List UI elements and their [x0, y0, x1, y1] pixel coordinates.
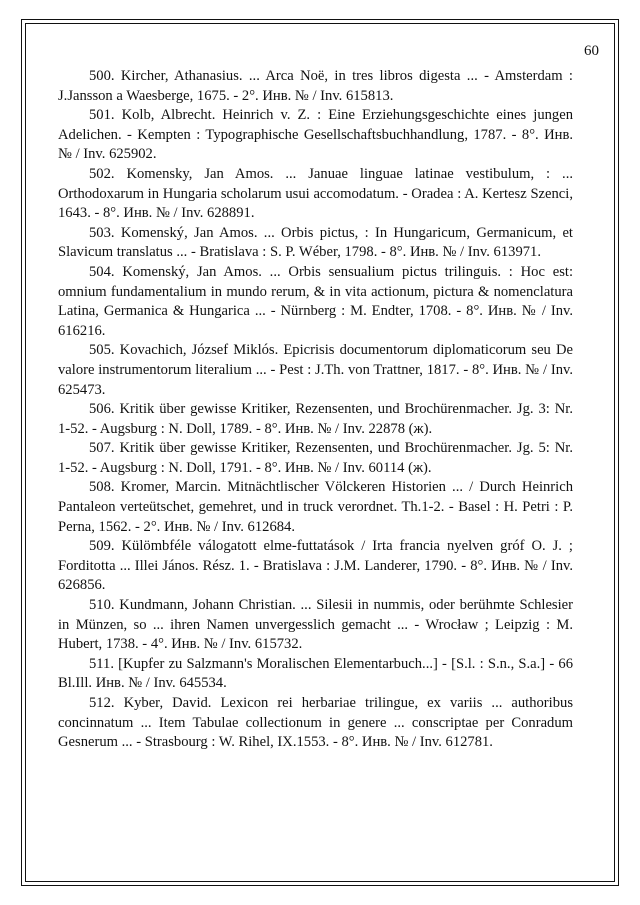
catalog-entries — [58, 67, 573, 753]
catalog-entry: 503. Komenský, Jan Amos. ... Orbis pictus, : In Hungaricum, Germanicum, et Slavicum translatus ... - Bratislava : S. P. Wéber, 1798. - 8°. Инв. № / Inv. 613971. — [58, 224, 573, 261]
page-number: 60 — [584, 43, 599, 59]
catalog-entry: 507. Kritik über gewisse Kritiker, Rezensenten, und Brochürenmacher. Jg. 5: Nr. 1-52. - Augsburg : N. Doll, 1791. - 8°. Инв. № / Inv. 60114 (ж). — [58, 440, 573, 476]
catalog-entry: 510. Kundmann, Johann Christian. ... Silesii in nummis, oder berühmte Schlesier in Münzen, so ... ihren Namen unvergesslich gemacht ... - Wrocław ; Leipzig : M. Hubert, 1738. - 4°. Инв. № / Inv. 615732. — [58, 597, 573, 653]
catalog-entry: 512. Kyber, David. Lexicon rei herbariae trilingue, ex variis ... authoribus concinnatum ... Item Tabulae collectionum in genere ... conscriptae per Conradum Gesnerum ... - Strasbourg : W. Rihel, IX.1553. - 8°. Инв. № / Inv. 612781. — [58, 695, 573, 751]
catalog-entry: 501. Kolb, Albrecht. Heinrich v. Z. : Eine Erziehungsgeschichte eines jungen Adelichen. - Kempten : Typographische Gesellschaftsbuchhandlung, 1787. - 8°. Инв. № / Inv. 625902. — [58, 107, 573, 163]
catalog-entry: 509. Külömbféle válogatott elme-futtatások / Irta francia nyelven gróf O. J. ; Forditotta ... Illei János. Rész. 1. - Bratislava : J.M. Landerer, 1790. - 8°. Инв. № / Inv. 626856. — [58, 538, 573, 594]
catalog-entry: 502. Komensky, Jan Amos. ... Januae linguae latinae vestibulum, : ... Orthodoxarum in Hungaria scholarum usui accomodatum. - Oradea : A. Kertesz Szenci, 1643. - 8°. Инв. № / Inv. 628891. — [58, 165, 573, 222]
catalog-entry: 504. Komenský, Jan Amos. ... Orbis sensualium pictus trilinguis. : Hoc est: omnium fundamentalium in mundo rerum, & in vita actionum, pictura & nomenclatura Latina, Germanica & Hungarica ... - Nürnberg : M. Endter, 1708. - 8°. Инв. № / Inv. 616216. — [58, 263, 573, 339]
catalog-entry: 505. Kovachich, József Miklós. Epicrisis documentorum diplomaticorum seu De valore instrumentorum literalium ... - Pest : J.Th. von Trattner, 1817. - 8°. Инв. № / Inv. 625473. — [58, 342, 573, 398]
catalog-entry: 511. [Kupfer zu Salzmann's Moralischen Elementarbuch...] - [S.l. : S.n., S.a.] - 66 Bl.Ill. Инв. № / Inv. 645534. — [58, 655, 573, 692]
catalog-entry: 508. Kromer, Marcin. Mitnächtlischer Völckeren Historien ... / Durch Heinrich Pantaleon verteütschet, gemehret, und in truck verordnet. Th.1-2. - Basel : H. Petri : P. Perna, 1562. - 2°. Инв. № / Inv. 612684. — [58, 479, 573, 535]
catalog-entry: 506. Kritik über gewisse Kritiker, Rezensenten, und Brochürenmacher. Jg. 3: Nr. 1-52. - Augsburg : N. Doll, 1789. - 8°. Инв. № / Inv. 22878 (ж). — [58, 401, 573, 437]
catalog-entry: 500. Kircher, Athanasius. ... Arca Noë, in tres libros digesta ... - Amsterdam : J.Jansson a Waesberge, 1675. - 2°. Инв. № / Inv. 615813. — [58, 68, 573, 104]
